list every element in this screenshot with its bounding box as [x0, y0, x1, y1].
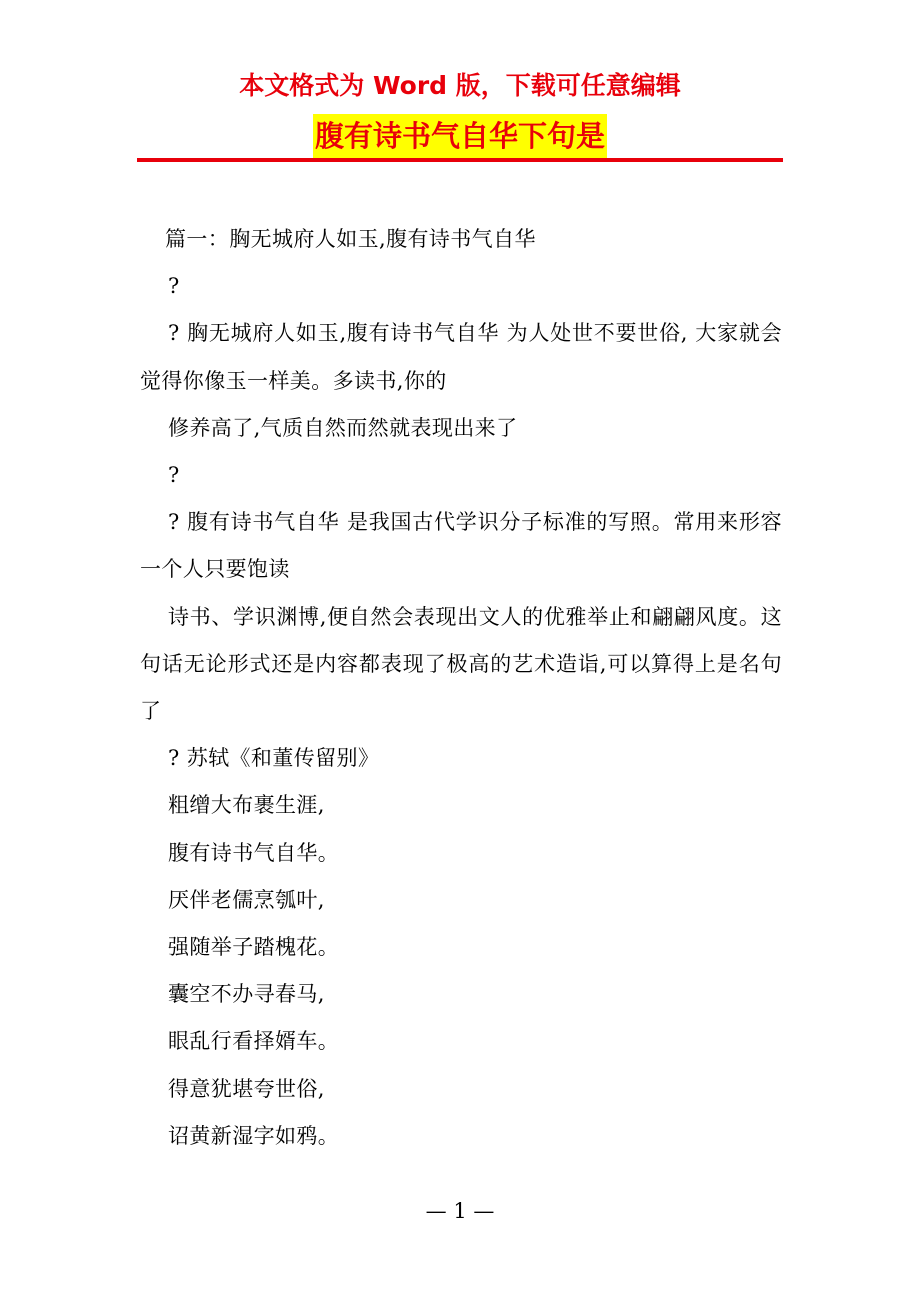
paragraph: 修养高了,气质自然而然就表现出来了	[168, 415, 518, 440]
poem-line: 诏黄新湿字如鸦。	[168, 1123, 340, 1148]
paragraph: 诗书、学识渊博,便自然会表现出文人的优雅举止和翩翩风度。这句话无论形式还是内容都表现了极高的艺术造诣,可以算得上是名句了	[140, 604, 782, 724]
format-notice: 本文格式为 Word 版，下载可任意编辑	[239, 71, 681, 100]
poem-line: 得意犹堪夸世俗,	[168, 1076, 325, 1101]
title-container	[0, 114, 920, 158]
poem-line: 厌伴老儒烹瓠叶,	[168, 887, 325, 912]
document-body	[140, 216, 782, 1160]
paragraph: ?	[168, 274, 180, 299]
paragraph: ? 胸无城府人如玉,腹有诗书气自华 为人处世不要世俗, 大家就会觉得你像玉一样美。多读书,你的	[140, 321, 782, 393]
poem-line: 腹有诗书气自华。	[168, 840, 340, 865]
poem-line: 眼乱行看择婿车。	[168, 1029, 340, 1054]
paragraph: ? 腹有诗书气自华 是我国古代学识分子标准的写照。常用来形容一个人只要饱读	[140, 510, 782, 582]
paragraph: ?	[168, 463, 180, 488]
poem-line: 囊空不办寻春马,	[168, 982, 325, 1007]
poem-line: 粗缯大布裹生涯,	[168, 793, 325, 818]
poem-attribution: ? 苏轼《和董传留别》	[168, 746, 380, 771]
title-divider	[137, 158, 783, 162]
document-title: 腹有诗书气自华下句是	[313, 114, 607, 158]
page-number: — 1 —	[425, 1199, 495, 1223]
poem-line: 强随举子踏槐花。	[168, 935, 340, 960]
paragraph-section-heading: 篇一：胸无城府人如玉,腹有诗书气自华	[165, 227, 536, 251]
